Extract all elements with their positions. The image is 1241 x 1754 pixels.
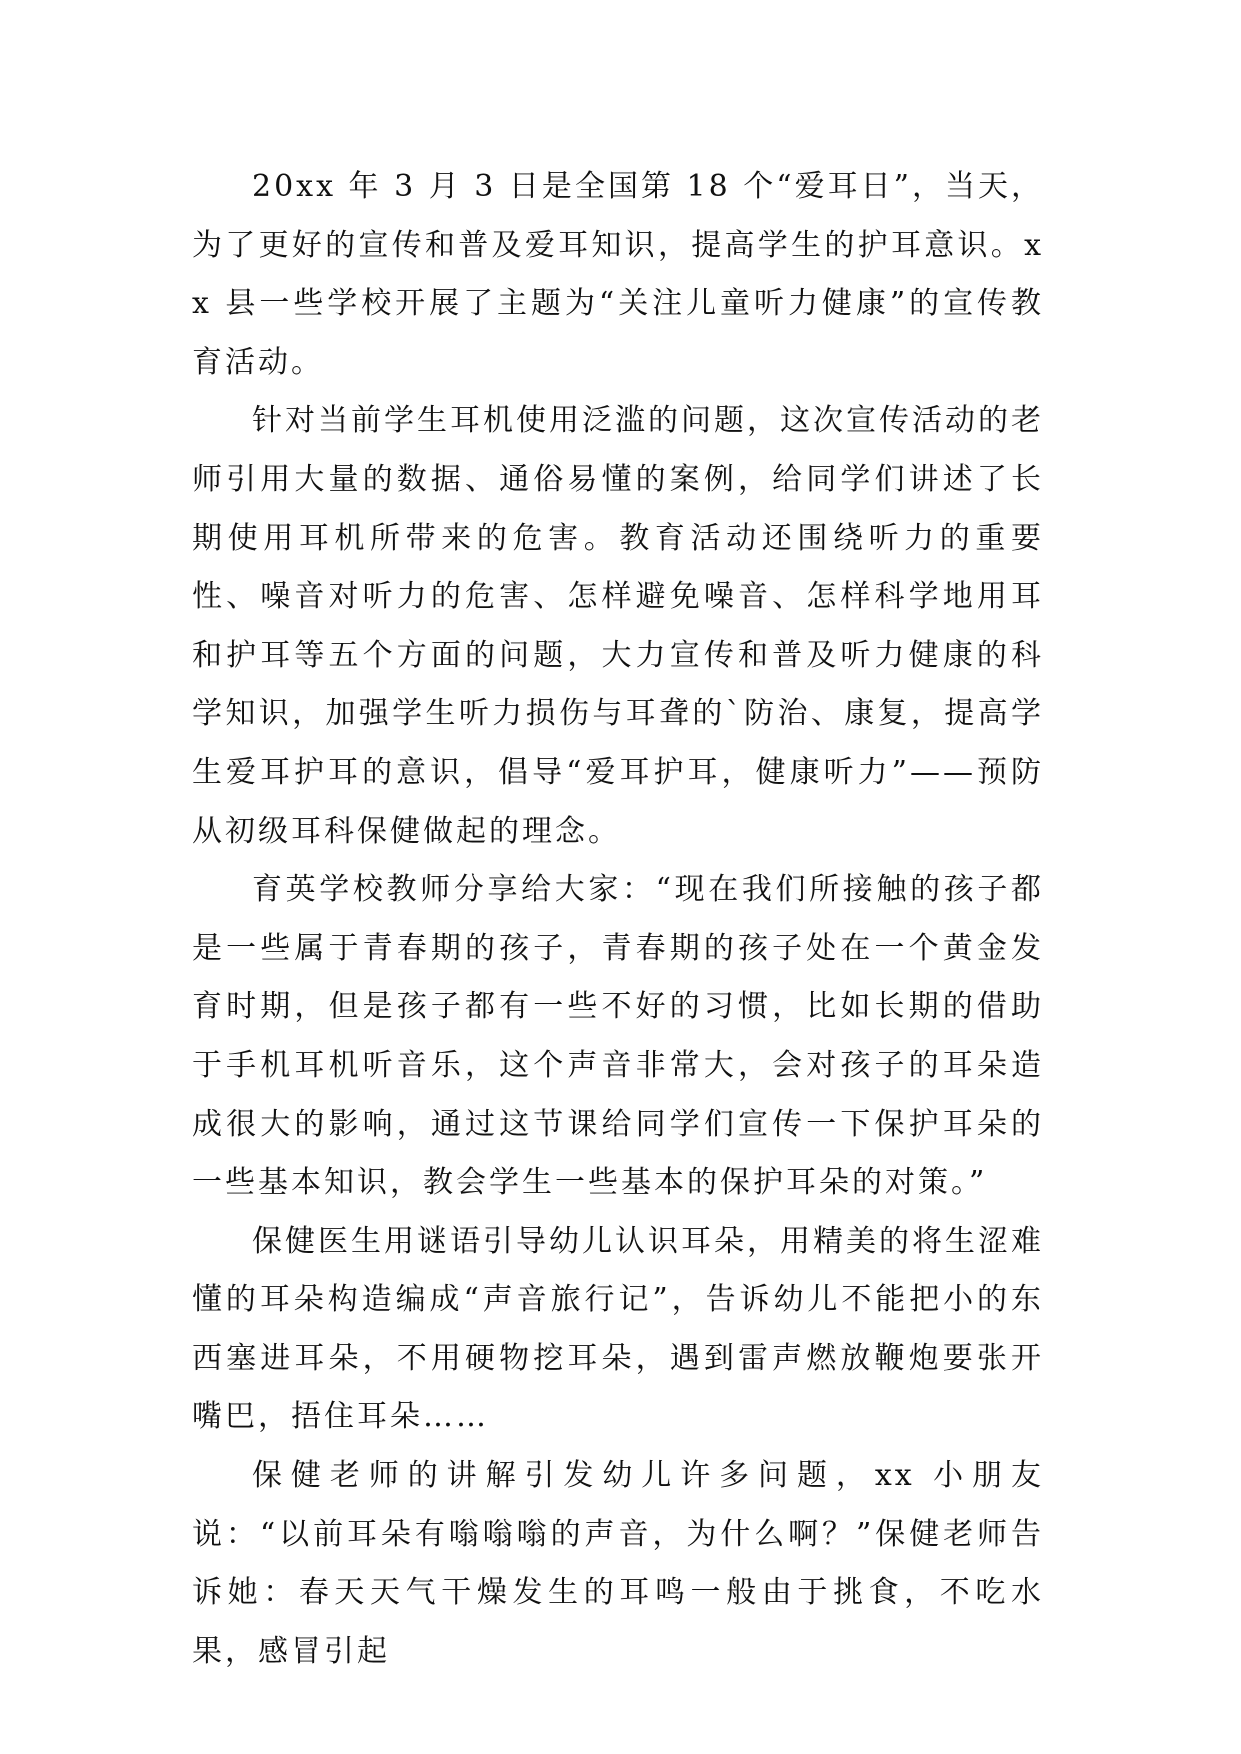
paragraph-3: 育英学校教师分享给大家：“现在我们所接触的孩子都是一些属于青春期的孩子，青春期的孩子处在一个黄金发育时期，但是孩子都有一些不好的习惯，比如长期的借助于手机耳机听音乐，这个声音非常大，会对孩子的耳朵造成很大的影响，通过这节课给同学们宣传一下保护耳朵的一些基本知识，教会学生一些基本的保护耳朵的对策。” (192, 872, 1044, 1201)
paragraph-1: 20xx 年 3 月 3 日是全国第 18 个“爱耳日”，当天，为了更好的宣传和普及爱耳知识，提高学生的护耳意识。xx 县一些学校开展了主题为“关注儿童听力健康”的宣传教育活动。 (192, 169, 1044, 380)
paragraph-2: 针对当前学生耳机使用泛滥的问题，这次宣传活动的老师引用大量的数据、通俗易懂的案例，给同学们讲述了长期使用耳机所带来的危害。教育活动还围绕听力的重要性、噪音对听力的危害、怎样避免噪音、怎样科学地用耳和护耳等五个方面的问题，大力宣传和普及听力健康的科学知识，加强学生听力损伤与耳聋的`防治、康复，提高学生爱耳护耳的意识，倡导“爱耳护耳，健康听力”——预防从初级耳科保健做起的理念。 (192, 403, 1044, 849)
paragraph-5: 保健老师的讲解引发幼儿许多问题，xx 小朋友说：“以前耳朵有嗡嗡嗡的声音，为什么啊？”保健老师告诉她：春天天气干燥发生的耳鸣一般由于挑食，不吃水果，感冒引起 (192, 1458, 1044, 1669)
paragraph-4: 保健医生用谜语引导幼儿认识耳朵，用精美的将生涩难懂的耳朵构造编成“声音旅行记”，告诉幼儿不能把小的东西塞进耳朵，不用硬物挖耳朵，遇到雷声燃放鞭炮要张开嘴巴，捂住耳朵…… (192, 1223, 1044, 1435)
document-body (192, 158, 1044, 1681)
